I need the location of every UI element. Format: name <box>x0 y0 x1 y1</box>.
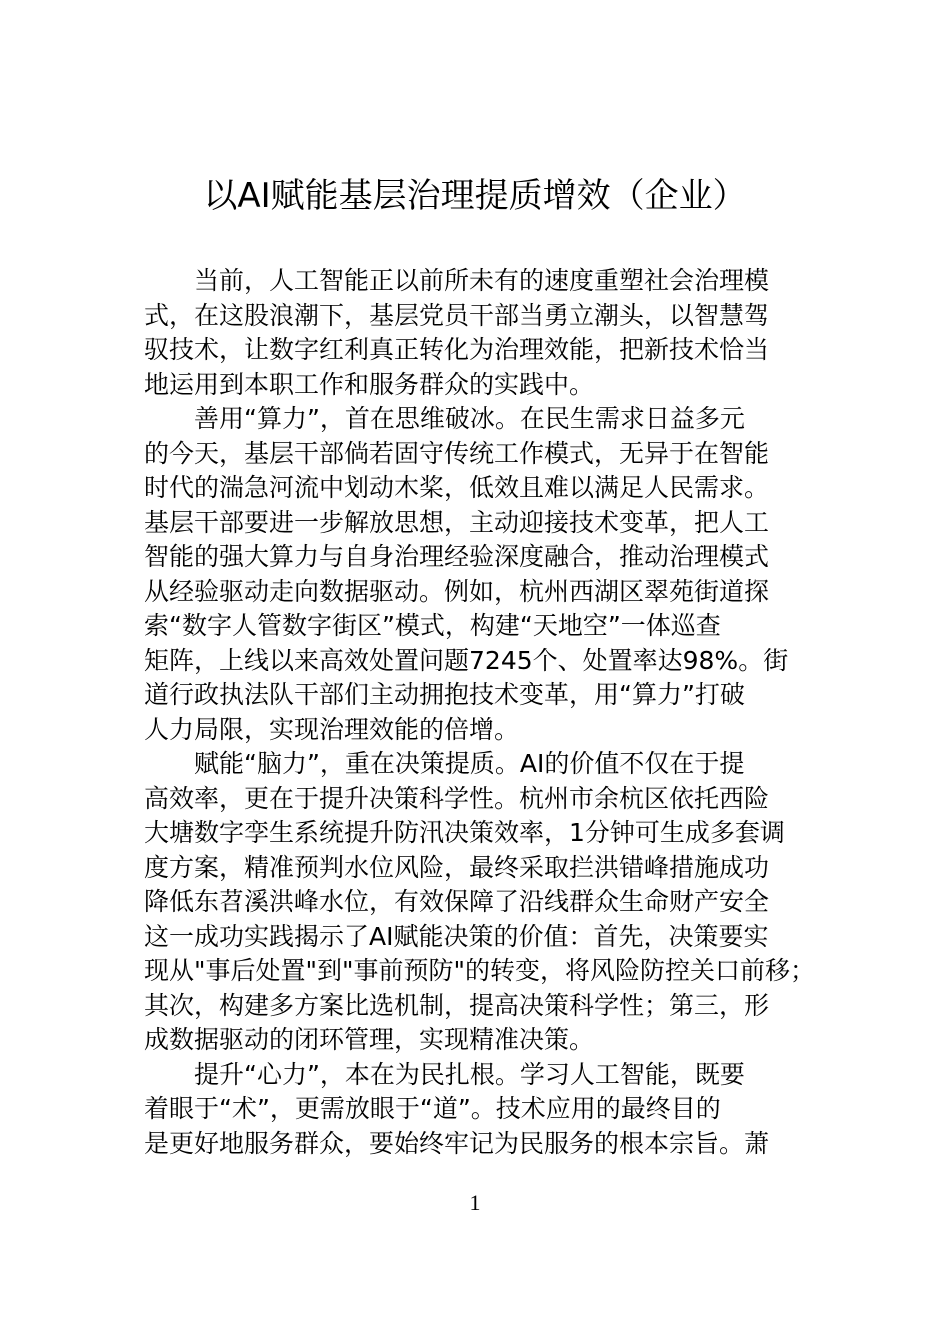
page-number: 1 <box>469 1190 481 1215</box>
text-line: 着眼于“术”，更需放眼于“道”。技术应用的最终目的 <box>144 1094 721 1123</box>
text-line: 式，在这股浪潮下，基层党员干部当勇立潮头，以智慧驾 <box>144 300 770 330</box>
text-line: 降低东苕溪洪峰水位，有效保障了沿线群众生命财产安全 <box>144 887 770 916</box>
text-line: 矩阵，上线以来高效处置问题7245个、处置率达98%。街 <box>144 645 789 675</box>
text-line: 人力局限，实现治理效能的倍增。 <box>144 714 520 744</box>
text-line: 现从"事后处置"到"事前预防"的转变，将风险防控关口前移； <box>144 956 815 985</box>
document-title: 以AI赋能基层治理提质增效（企业） <box>203 176 747 216</box>
text-line: 善用“算力”，首在思维破冰。在民生需求日益多元 <box>194 404 745 433</box>
text-line: 基层干部要进一步解放思想，主动迎接技术变革，把人工 <box>144 507 770 537</box>
text-line: 成数据驱动的闭环管理，实现精准决策。 <box>144 1025 595 1054</box>
text-line: 赋能“脑力”，重在决策提质。AI的价值不仅在于提 <box>194 749 745 778</box>
text-line: 度方案，精准预判水位风险，最终采取拦洪错峰措施成功 <box>144 852 770 882</box>
paragraph <box>144 264 834 402</box>
text-line: 这一成功实践揭示了AI赋能决策的价值：首先，决策要实 <box>144 921 769 951</box>
text-line: 其次，构建多方案比选机制，提高决策科学性；第三，形 <box>144 990 770 1020</box>
text-line: 是更好地服务群众，要始终牢记为民服务的根本宗旨。萧 <box>144 1128 770 1158</box>
text-line: 驭技术，让数字红利真正转化为治理效能，把新技术恰当 <box>144 335 770 364</box>
document-body <box>144 264 834 1161</box>
text-line: 从经验驱动走向数据驱动。例如，杭州西湖区翠苑街道探 <box>144 576 770 606</box>
text-line: 大塘数字孪生系统提升防汛决策效率，1分钟可生成多套调 <box>144 818 785 847</box>
paragraph <box>144 747 834 1058</box>
text-line: 高效率，更在于提升决策科学性。杭州市余杭区依托西险 <box>144 783 770 813</box>
text-line: 提升“心力”，本在为民扎根。学习人工智能，既要 <box>194 1059 745 1089</box>
text-line: 索“数字人管数字街区”模式，构建“天地空”一体巡查 <box>144 611 721 640</box>
text-line: 时代的湍急河流中划动木桨，低效且难以满足人民需求。 <box>144 473 770 502</box>
text-line: 智能的强大算力与自身治理经验深度融合，推动治理模式 <box>144 542 770 571</box>
text-line: 的今天，基层干部倘若固守传统工作模式，无异于在智能 <box>144 438 770 468</box>
text-line: 地运用到本职工作和服务群众的实践中。 <box>144 369 595 399</box>
text-line: 当前，人工智能正以前所未有的速度重塑社会治理模 <box>194 266 770 295</box>
paragraph <box>144 1058 834 1162</box>
text-line: 道行政执法队干部们主动拥抱技术变革，用“算力”打破 <box>144 680 745 709</box>
paragraph <box>144 402 834 747</box>
